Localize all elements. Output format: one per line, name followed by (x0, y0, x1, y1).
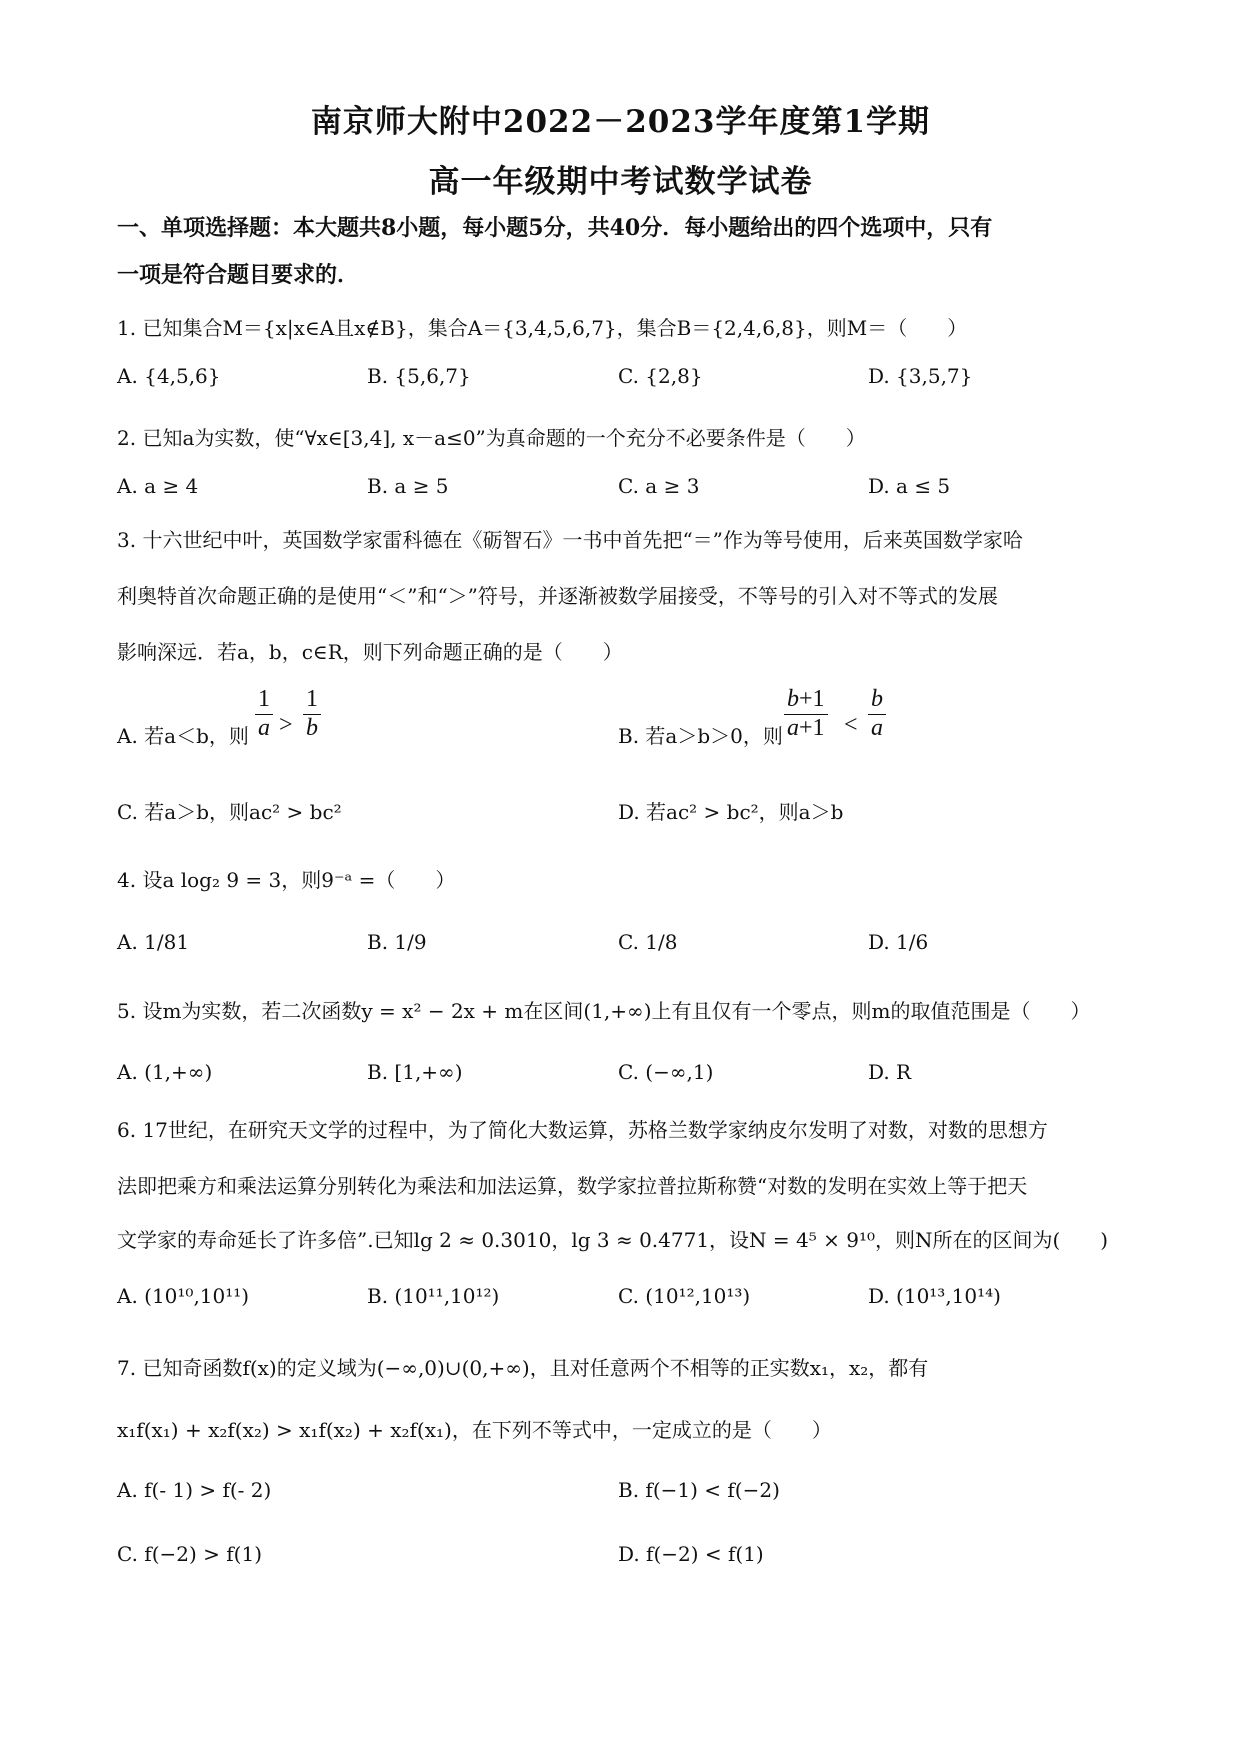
q3-option-a-gt: > (279, 712, 293, 738)
q4-option-d: D. 1/6 (868, 930, 929, 954)
q3-option-b (618, 686, 883, 749)
question-1-stem: 1. 已知集合M＝{x|x∈A且x∉B}，集合A＝{3,4,5,6,7}，集合B＝{2,4,6,8}，则M＝（ ） (117, 316, 968, 340)
question-6-stem-line2: 法即把乘方和乘法运算分别转化为乘法和加法运算，数学家拉普拉斯称赞“对数的发明在实效上等于把天 (117, 1174, 1028, 1198)
question-7-stem-line1: 7. 已知奇函数f(x)的定义域为(−∞,0)∪(0,+∞)，且对任意两个不相等的正实数x₁，x₂，都有 (117, 1356, 929, 1380)
q3-option-d: D. 若ac² > bc²，则a＞b (618, 800, 844, 824)
section-instructions-cont: 一项是符合题目要求的． (117, 262, 360, 288)
q3-option-a-frac1: $\frac{1}{a}$ (255, 686, 273, 742)
q3-option-b-lt: < (844, 712, 858, 738)
question-3-stem-line1: 3. 十六世纪中叶，英国数学家雷科德在《砺智石》一书中首先把“＝”作为等号使用，后来英国数学家哈 (117, 528, 1023, 552)
section-instructions: 一、单项选择题：本大题共8小题，每小题5分，共40分．每小题给出的四个选项中，只有 (117, 215, 993, 241)
question-6-stem-line3: 文学家的寿命延长了许多倍”.已知lg 2 ≈ 0.3010，lg 3 ≈ 0.4771，设N = 4⁵ × 9¹⁰，则N所在的区间为( ) (117, 1228, 1109, 1252)
q7-option-d: D. f(−2) < f(1) (618, 1542, 764, 1566)
q1-option-d: D. {3,5,7} (868, 364, 973, 388)
q3-option-a (117, 686, 318, 749)
q5-option-d: D. R (868, 1060, 912, 1084)
q1-option-c: C. {2,8} (618, 364, 703, 388)
q6-option-d: D. (10¹³,10¹⁴) (868, 1284, 1001, 1308)
q7-option-b: B. f(−1) < f(−2) (618, 1478, 780, 1502)
question-5-stem: 5. 设m为实数，若二次函数y = x² − 2x + m在区间(1,+∞)上有且仅有一个零点，则m的取值范围是（ ） (117, 999, 1091, 1023)
q6-option-a: A. (10¹⁰,10¹¹) (117, 1284, 250, 1308)
page-title: 南京师大附中2022－2023学年度第1学期 (310, 104, 931, 140)
question-4-stem: 4. 设a log₂ 9 = 3，则9⁻ᵃ =（ ） (117, 868, 456, 892)
q2-option-c: C. a ≥ 3 (618, 474, 700, 498)
q3-option-a-frac2: $\frac{1}{b}$ (303, 686, 321, 742)
q4-option-c: C. 1/8 (618, 930, 678, 954)
page-subtitle: 高一年级期中考试数学试卷 (428, 164, 813, 200)
q3-option-b-frac1: $\frac{b+1}{a+1}$ (784, 686, 828, 742)
q4-option-b: B. 1/9 (367, 930, 427, 954)
q5-option-c: C. (−∞,1) (618, 1060, 714, 1084)
question-3-stem-line2: 利奥特首次命题正确的是使用“＜”和“＞”符号，并逐渐被数学届接受，不等号的引入对不等式的发展 (117, 584, 998, 608)
q3-option-c: C. 若a＞b，则ac² > bc² (117, 800, 342, 824)
q3-option-b-text: B. 若a＞b＞0，则 (618, 724, 783, 748)
q1-option-b: B. {5,6,7} (367, 364, 471, 388)
q5-option-b: B. [1,+∞) (367, 1060, 463, 1084)
q7-option-c: C. f(−2) > f(1) (117, 1542, 262, 1566)
q7-option-a: A. f(- 1) > f(- 2) (117, 1478, 272, 1502)
q2-option-a: A. a ≥ 4 (117, 474, 199, 498)
question-6-stem-line1: 6. 17世纪，在研究天文学的过程中，为了简化大数运算，苏格兰数学家纳皮尔发明了对数，对数的思想方 (117, 1118, 1048, 1142)
q2-option-b: B. a ≥ 5 (367, 474, 449, 498)
question-3-stem-line3: 影响深远．若a，b，c∈R，则下列命题正确的是（ ） (117, 640, 623, 664)
q6-option-c: C. (10¹²,10¹³) (618, 1284, 751, 1308)
q1-option-a: A. {4,5,6} (117, 364, 221, 388)
question-7-stem-line2: x₁f(x₁) + x₂f(x₂) > x₁f(x₂) + x₂f(x₁)，在下列不等式中，一定成立的是（ ） (117, 1418, 832, 1442)
q4-option-a: A. 1/81 (117, 930, 190, 954)
q3-option-b-frac2: $\frac{b}{a}$ (868, 686, 886, 742)
q5-option-a: A. (1,+∞) (117, 1060, 213, 1084)
question-2-stem: 2. 已知a为实数，使“∀x∈[3,4], x－a≤0”为真命题的一个充分不必要条件是（ ） (117, 426, 866, 450)
q3-option-a-text: A. 若a＜b，则 (117, 724, 249, 748)
q2-option-d: D. a ≤ 5 (868, 474, 951, 498)
q6-option-b: B. (10¹¹,10¹²) (367, 1284, 500, 1308)
